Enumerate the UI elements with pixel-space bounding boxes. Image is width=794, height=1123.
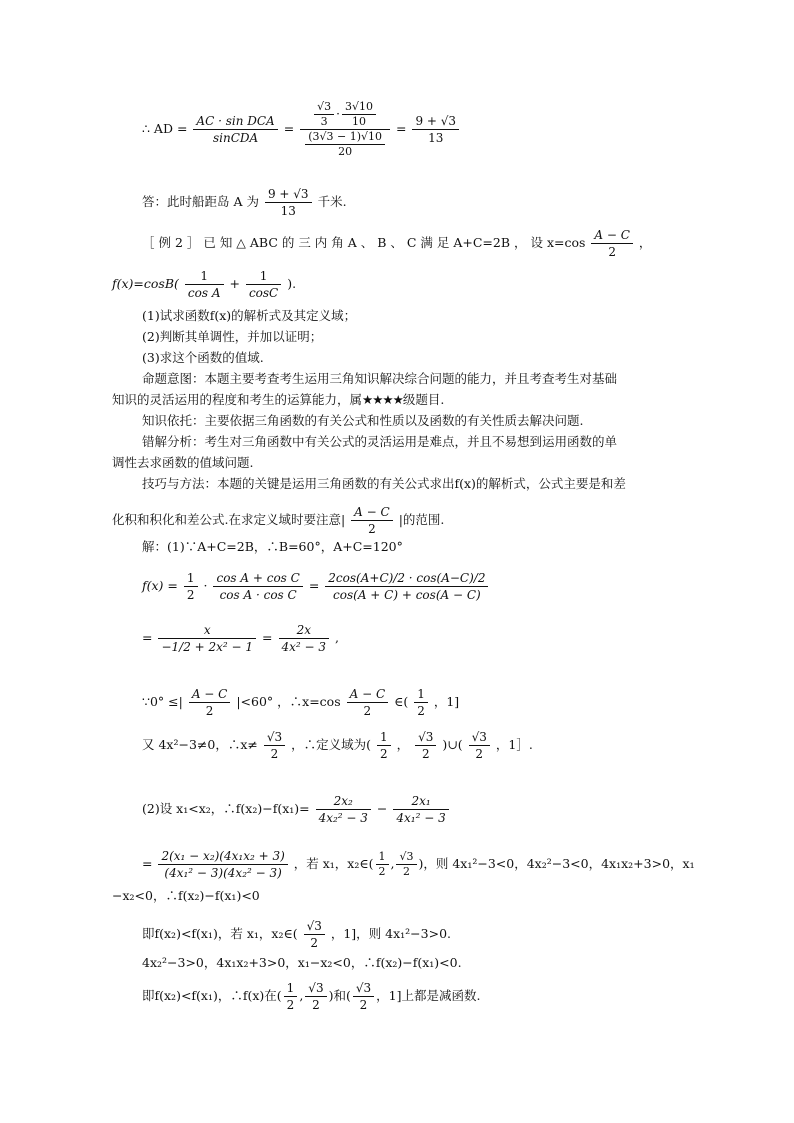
- part2-l1-frac2: [393, 793, 448, 826]
- fx-x-den: −1/2 + 2x² − 1: [161, 640, 254, 654]
- part2-l4-sqrt3-num: √3: [304, 918, 325, 935]
- range-half: [414, 686, 428, 719]
- part2-line3: −x₂<0，∴f(x₂)−f(x₁)<0: [112, 888, 260, 903]
- part2-line5: 4x₂²−3>0，4x₁x₂+3>0，x₁−x₂<0，∴f(x₂)−f(x₁)<0.: [142, 955, 462, 970]
- basis-line: 知识依托：主要依据三角函数的有关公式和性质以及函数的有关性质去解决问题.: [142, 413, 584, 428]
- tech-line1: 技巧与方法：本题的关键是运用三角函数的有关公式求出f(x)的解析式，公式主要是和差: [142, 476, 626, 491]
- fx-eq: =: [308, 578, 320, 593]
- answer-num: 9 + √3: [265, 186, 312, 203]
- ad-n2: [342, 100, 376, 129]
- fx-x-fraction: [158, 622, 256, 655]
- part2-l1-minus: −: [376, 801, 388, 816]
- fx-product-fraction: [325, 570, 488, 603]
- fx-simplified: [142, 622, 339, 655]
- example2-line1-pre: ［ 例 2 ］ 已 知 △ ABC 的 三 内 角 A 、 B 、 C 满 足 A+C=2B ， 设 x=cos: [142, 235, 586, 250]
- ad-ratio-den: sinCDA: [212, 131, 259, 145]
- domain-post: ，1］.: [495, 737, 533, 752]
- range-half-den: 2: [417, 704, 425, 718]
- range-frac2-num: A − C: [347, 686, 389, 703]
- fx-final-den: 4x² − 3: [281, 640, 327, 654]
- answer-den: 13: [280, 204, 296, 218]
- example2-frac-a: [185, 268, 224, 301]
- ad-eq2: =: [395, 121, 407, 136]
- fx-half: [184, 570, 198, 603]
- domain-sqrt3-a: [264, 729, 285, 762]
- fx-simplified-eq3: =: [262, 630, 273, 645]
- intent-line1: 命题意图：本题主要考查考生运用三角知识解决综合问题的能力，并且考查考生对基础: [142, 371, 618, 386]
- example2-line1-post: ，: [638, 235, 652, 250]
- fx-final-num: 2x: [279, 622, 330, 639]
- example2-line1: [142, 227, 651, 260]
- fx-half-den: 2: [186, 588, 195, 602]
- part2-line6: 即f(x₂)<f(x₁)，∴f(x)在( $\frac{1}{2}$ , $\frac{√3}{2}$ )和( $\frac{√3}{2}$ ，1]上都是减函数.: [142, 981, 481, 1012]
- error-line1: 错解分析：考生对三角函数中有关公式的灵活运用是难点，并且不易想到运用函数的单: [142, 434, 618, 449]
- range-in: ∈(: [394, 694, 409, 709]
- ad-result-num: 9 + √3: [412, 113, 459, 130]
- fx-simplified-eq: =: [142, 630, 153, 645]
- part2-line4: [142, 918, 451, 951]
- domain-sqrt3-c-den: 2: [475, 747, 484, 761]
- fx-cos-num: cos A + cos C: [213, 570, 302, 587]
- part2-l6-half: [284, 980, 298, 1013]
- ad-result-fraction: [412, 113, 459, 146]
- part2-l2-sqrt3: [396, 850, 416, 879]
- ad-compound-den: [300, 130, 390, 159]
- part2-l2-half-num: 1: [376, 850, 389, 865]
- example2-line2: [112, 268, 296, 301]
- part2-l6-sqrt3-b: [353, 980, 374, 1013]
- fx-half-num: 1: [184, 570, 198, 587]
- answer-fraction: [265, 186, 312, 219]
- ad-lead: ∴ AD =: [142, 121, 188, 136]
- part2-l6-pre: 即f(x₂)<f(x₁)，∴f(x)在(: [142, 988, 282, 1003]
- part2-l2-post1: ，若 x₁，x₂∈(: [293, 856, 374, 871]
- ad-eq: =: [283, 121, 295, 136]
- tech-line2: [112, 504, 444, 537]
- fx-definition: [142, 570, 490, 603]
- domain-sqrt3-b: [415, 729, 436, 762]
- part2-l4-post: ，1]，则 4x₁²−3>0.: [330, 926, 451, 941]
- example2-line2-pre: f(x)=cosB(: [112, 276, 179, 291]
- part2-l2-half-den: 2: [378, 865, 386, 878]
- tech-line2-den: 2: [368, 522, 376, 536]
- answer-line: [142, 186, 347, 219]
- question-2: (2)判断其单调性，并加以证明；: [142, 329, 323, 344]
- part2-l6-sqrt3-a-den: 2: [312, 998, 320, 1012]
- part2-l4-sqrt3-den: 2: [310, 936, 319, 950]
- range-frac1: [189, 686, 231, 719]
- part2-l1-den1: 4x₂² − 3: [318, 811, 368, 825]
- fx-lead: f(x) =: [142, 578, 178, 593]
- domain-mid3: )∪(: [442, 737, 463, 752]
- ad-n1-num: √3: [314, 100, 334, 115]
- answer-pre: 答：此时船距岛 A 为: [142, 194, 259, 209]
- example2-a-den: cos A: [187, 286, 221, 300]
- fx-cos-fraction: [213, 570, 302, 603]
- range-frac1-num: A − C: [189, 686, 231, 703]
- ad-compound-fraction: [300, 100, 390, 159]
- question-1: (1)试求函数f(x)的解析式及其定义域；: [142, 308, 357, 323]
- range-half-num: 1: [414, 686, 428, 703]
- part2-l2-eq: =: [142, 856, 153, 871]
- intent-line2: [112, 391, 444, 409]
- part2-l4-sqrt3: [304, 918, 325, 951]
- tech-line2-fraction: [351, 504, 393, 537]
- part2-l2-num: 2(x₁ − x₂)(4x₁x₂ + 3): [158, 848, 287, 865]
- part2-l1-frac1: [316, 793, 371, 826]
- domain-sqrt3-c: [469, 729, 490, 762]
- range-frac1-den: 2: [205, 704, 214, 718]
- example2-plus: +: [229, 276, 240, 291]
- error-line2: 调性去求函数的值域问题.: [112, 455, 254, 470]
- range-pre: ∵0° ≤|: [142, 694, 183, 709]
- fx-dot: ·: [203, 578, 208, 593]
- part2-l2-post2: )，则 4x₁²−3<0，4x₂²−3<0，4x₁x₂+3>0，x₁: [418, 856, 695, 871]
- fx-cos-den: cos A · cos C: [219, 588, 297, 602]
- fx-product-num: 2cos(A+C)/2 · cos(A−C)/2: [325, 570, 488, 587]
- ad-ratio-num: AC · sin DCA: [193, 113, 277, 130]
- domain-half-den: 2: [380, 747, 388, 761]
- domain-sqrt3-c-num: √3: [469, 729, 490, 746]
- ad-ratio-fraction: [193, 113, 277, 146]
- question-3: (3)求这个函数的值域.: [142, 350, 264, 365]
- tech-line2-post: |的范围.: [398, 512, 445, 527]
- ad-n1: [314, 100, 334, 129]
- part2-l2-fraction: [158, 848, 287, 881]
- part2-l6-sqrt3-a: [305, 980, 326, 1013]
- ad-formula: [142, 100, 461, 159]
- domain-half-num: 1: [377, 729, 391, 746]
- tech-line2-num: A − C: [351, 504, 393, 521]
- example2-b-den: cosC: [248, 286, 279, 300]
- part2-l6-sqrt3-b-num: √3: [353, 980, 374, 997]
- domain-mid: ，∴定义域为(: [291, 737, 372, 752]
- example2-line1-den: 2: [608, 245, 616, 259]
- part2-l2-sqrt3-den: 2: [402, 865, 410, 878]
- domain-pre: 又 4x²−3≠0，∴x≠: [142, 737, 258, 752]
- example2-line2-post: ).: [287, 276, 297, 291]
- fx-final-fraction: [279, 622, 330, 655]
- domain-mid2: ，: [396, 737, 410, 752]
- example2-b-num: 1: [246, 268, 281, 285]
- domain-sqrt3-a-den: 2: [270, 747, 279, 761]
- domain-half: [377, 729, 391, 762]
- tech-line2-pre: 化积和积化和差公式.在求定义域时要注意|: [112, 512, 346, 527]
- example2-line1-fraction: [591, 227, 633, 260]
- domain-line: [142, 729, 533, 762]
- part2-l6-sqrt3-b-den: 2: [359, 998, 368, 1012]
- domain-sqrt3-a-num: √3: [264, 729, 285, 746]
- ad-result-den: 13: [428, 131, 444, 145]
- range-frac2: [347, 686, 389, 719]
- part2-l1-pre: (2)设 x₁<x₂，∴f(x₂)−f(x₁)=: [142, 801, 310, 816]
- range-frac2-den: 2: [363, 704, 372, 718]
- range-post: ，1]: [433, 694, 460, 709]
- solution-line1: 解：(1)∵A+C=2B，∴B=60°，A+C=120°: [142, 539, 403, 554]
- fx-product-den: cos(A + C) + cos(A − C): [333, 588, 481, 602]
- part2-l2-half: [376, 850, 389, 879]
- ad-d: [305, 130, 385, 159]
- part2-line2: = $\frac{\text{2(x₁ − x₂)(4x₁x₂ + 3)}}{\text{(4x₁² − 3)(4x₂² − 3)}}$ ，若 x₁，x₂∈( $\frac{1}{2}$ , $\frac{√3}{2}$ )，则 4x₁²−3<0，4x₂²−3<0，4x₁x₂+3>0，x₁: [142, 849, 695, 880]
- part2-l6-half-den: 2: [286, 998, 295, 1012]
- ad-d-num: (3√3 − 1)√10: [305, 130, 385, 145]
- part2-l4-pre: 即f(x₂)<f(x₁)，若 x₁，x₂∈(: [142, 926, 298, 941]
- intent-line2-post: 级题目.: [402, 392, 445, 407]
- part2-l1-den2: 4x₁² − 3: [396, 811, 446, 825]
- part2-l2-den: (4x₁² − 3)(4x₂² − 3): [164, 866, 282, 880]
- part2-l6-half-num: 1: [284, 980, 298, 997]
- fx-x-num: x: [158, 622, 256, 639]
- part2-line1: [142, 793, 451, 826]
- range-line: [142, 686, 459, 719]
- difficulty-stars: ★★★★: [362, 392, 403, 407]
- ad-n1-den: 3: [320, 115, 328, 128]
- ad-compound-num: $\frac{√3}{3}$ · $\frac{3√10}{10}$: [300, 100, 390, 130]
- example2-frac-b: [246, 268, 281, 301]
- example2-a-num: 1: [185, 268, 224, 285]
- range-mid: |<60° ，∴x=cos: [236, 694, 341, 709]
- part2-l6-mid: )和(: [328, 988, 351, 1003]
- ad-n2-num: 3√10: [342, 100, 376, 115]
- part2-l1-num2: 2x₁: [393, 793, 448, 810]
- example2-line1-num: A − C: [591, 227, 633, 244]
- fx-simplified-comma: ,: [335, 630, 340, 645]
- ad-d-den: 20: [338, 145, 353, 158]
- part2-l2-sqrt3-num: √3: [396, 850, 416, 865]
- part2-l6-sqrt3-a-num: √3: [305, 980, 326, 997]
- domain-sqrt3-b-num: √3: [415, 729, 436, 746]
- part2-l6-post: ，1]上都是减函数.: [376, 988, 481, 1003]
- ad-n2-den: 10: [352, 115, 366, 128]
- domain-sqrt3-b-den: 2: [421, 747, 430, 761]
- part2-l1-num1: 2x₂: [316, 793, 371, 810]
- intent-line2-pre: 知识的灵活运用的程度和考生的运算能力，属: [112, 392, 363, 407]
- answer-post: 千米.: [317, 194, 347, 209]
